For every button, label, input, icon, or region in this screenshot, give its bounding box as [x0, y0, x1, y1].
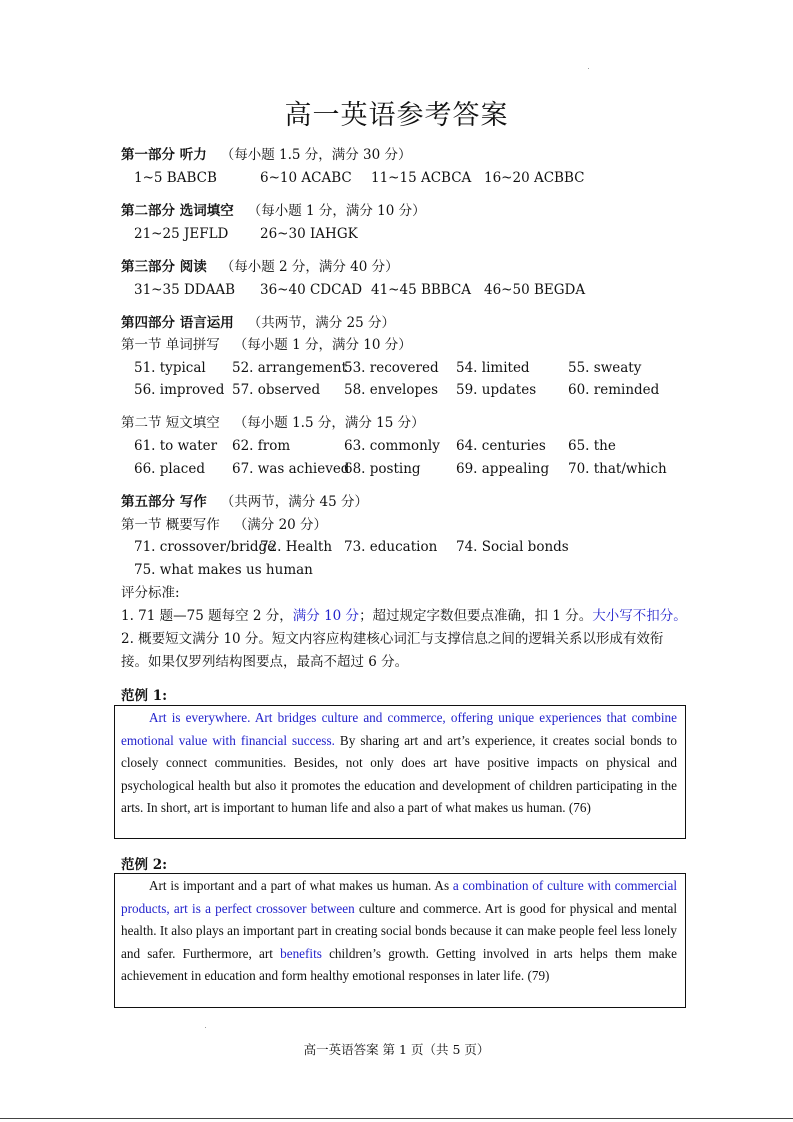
example1-label: 范例 1:: [121, 688, 168, 704]
part4-section2-row2: [0, 460, 793, 478]
answer-item: 73. education: [344, 539, 438, 555]
footer-prefix: 高一英语答案 第: [303, 1042, 396, 1057]
example2-box: [114, 873, 686, 1008]
rule1-highlight-case: 大小写不扣分。: [592, 608, 687, 624]
answer-item: 71. crossover/bridge: [134, 539, 276, 555]
answer-group: 36~40 CDCAD: [260, 282, 363, 298]
part1-heading: 第一部分 听力: [121, 147, 207, 163]
example1-highlight: Art is everywhere. Art bridges culture and commerce, offering unique experiences that combine emotional value with financial success.: [121, 710, 677, 748]
example2-highlight-1: a combination of culture with commercial products, art is a perfect crossover between: [121, 878, 677, 916]
example2-text-3: children’s growth. Getting involved in arts helps them make achievement in education and form healthy emotional responses in later life. (79): [121, 945, 678, 984]
example1-text: [121, 707, 677, 820]
answer-item: 74. Social bonds: [456, 539, 569, 555]
answer-item: 55. sweaty: [568, 360, 642, 376]
answer-group: 26~30 IAHGK: [260, 226, 358, 242]
answer-group: 41~45 BBBCA: [371, 282, 472, 298]
answer-item: 56. improved: [134, 382, 225, 398]
answer-group: 6~10 ACABC: [260, 170, 352, 186]
answer-item: 68. posting: [344, 461, 421, 477]
page-speck: [588, 68, 589, 69]
part5-header: [121, 493, 368, 511]
example1-box: [114, 705, 686, 839]
answer-item: 72. Health: [260, 539, 333, 555]
answer-group: 11~15 ACBCA: [371, 170, 472, 186]
part5-section1-note: （满分 20 分）: [233, 517, 328, 533]
part3-answers: [0, 281, 793, 299]
part2-answers: [0, 225, 793, 243]
part4-section2-heading: 第二节 短文填空: [121, 415, 220, 431]
answer-item: 51. typical: [134, 360, 206, 376]
answer-item: 69. appealing: [456, 461, 550, 477]
example2-text-1: Art is important and a part of what makes us human. As: [149, 878, 453, 893]
answer-item: 75. what makes us human: [134, 562, 313, 578]
answer-group: 46~50 BEGDA: [484, 282, 586, 298]
scoring-label: 评分标准:: [121, 585, 180, 601]
example2-highlight-2: benefits: [280, 945, 322, 961]
part2-heading: 第二部分 选词填空: [121, 203, 234, 219]
answer-group: 21~25 JEFLD: [134, 226, 229, 242]
answer-item: 64. centuries: [456, 438, 546, 454]
part4-note: （共两节，满分 25 分）: [247, 315, 395, 331]
part4-section1-row1: [0, 359, 793, 377]
page-title: 高一英语参考答案: [284, 100, 509, 131]
answer-item: 57. observed: [232, 382, 321, 398]
answer-group: 16~20 ACBBC: [484, 170, 585, 186]
part4-section1-note: （每小题 1 分，满分 10 分）: [233, 337, 412, 353]
part5-section1-header: [121, 516, 327, 534]
example2-text-2: culture and commerce. Art is good for physical and mental health. It also plays an important part in creating social bonds because it can make people feel less lonely and safer. Furthermore, art: [121, 900, 678, 961]
part4-section1-row2: [0, 381, 793, 399]
answer-item: 67. was achieved: [232, 461, 350, 477]
part5-section1-row1: [0, 538, 793, 556]
part2-header: [121, 202, 426, 220]
part4-heading: 第四部分 语言运用: [121, 315, 234, 331]
part1-note: （每小题 1.5 分，满分 30 分）: [220, 147, 412, 163]
rule1-text-c: ；超过规定字数但要点准确，扣 1 分。: [359, 608, 593, 624]
answer-item: 59. updates: [456, 382, 537, 398]
answer-item: 54. limited: [456, 360, 530, 376]
answer-item: 52. arrangement: [232, 360, 348, 376]
answer-item: 63. commonly: [344, 438, 440, 454]
answer-item: 62. from: [232, 438, 291, 454]
part3-header: [121, 258, 399, 276]
answer-item: 65. the: [568, 438, 616, 454]
part1-answers: [0, 169, 793, 187]
answer-item: 61. to water: [134, 438, 218, 454]
part5-note: （共两节，满分 45 分）: [220, 494, 368, 510]
part5-heading: 第五部分 写作: [121, 494, 207, 510]
example2-label: 范例 2:: [121, 857, 168, 873]
answer-group: 1~5 BABCB: [134, 170, 217, 186]
answer-item: 53. recovered: [344, 360, 439, 376]
footer-suffix: 页）: [464, 1042, 490, 1057]
part4-section2-note: （每小题 1.5 分，满分 15 分）: [233, 415, 425, 431]
part1-header: [121, 146, 412, 164]
part4-section1-heading: 第一节 单词拼写: [121, 337, 220, 353]
footer-page-number: 1: [399, 1042, 407, 1057]
page-bottom-rule: [0, 1118, 793, 1119]
rule1-highlight-full-score: 满分 10 分: [292, 608, 360, 624]
scoring-rule-2-line-1: 2. 概要短文满分 10 分。短文内容应构建核心词汇与支撑信息之间的逻辑关系以形成有效衔: [121, 631, 664, 647]
part5-section1-row2: [0, 561, 793, 579]
page-footer: [0, 1040, 793, 1058]
rule1-text-a: 1. 71 题—75 题每空 2 分，: [121, 608, 293, 624]
part4-section2-header: [121, 414, 425, 432]
page-speck: [205, 1027, 206, 1028]
part3-heading: 第三部分 阅读: [121, 259, 207, 275]
scoring-rule-2-line-2: 接。如果仅罗列结构图要点，最高不超过 6 分。: [121, 654, 409, 670]
answer-item: 66. placed: [134, 461, 205, 477]
part5-section1-heading: 第一节 概要写作: [121, 517, 220, 533]
answer-group: 31~35 DDAAB: [134, 282, 236, 298]
part4-header: [121, 314, 395, 332]
scoring-rule-1: [121, 607, 687, 625]
answer-item: 70. that/which: [568, 461, 667, 477]
example2-text: [121, 875, 677, 988]
footer-mid: 页（共: [410, 1042, 449, 1057]
part2-note: （每小题 1 分，满分 10 分）: [247, 203, 426, 219]
part3-note: （每小题 2 分，满分 40 分）: [220, 259, 399, 275]
example1-rest: By sharing art and art’s experience, it creates social bonds to closely connect communities. Besides, not only does art have positive impacts on physical and psychological health but also it promotes the education and development of children participating in the arts. In short, art is important to human life and also a part of what makes us human. (76): [121, 732, 678, 816]
answer-item: 58. envelopes: [344, 382, 439, 398]
answer-item: 60. reminded: [568, 382, 660, 398]
part4-section2-row1: [0, 437, 793, 455]
footer-total-pages: 5: [452, 1042, 461, 1057]
part4-section1-header: [121, 336, 412, 354]
